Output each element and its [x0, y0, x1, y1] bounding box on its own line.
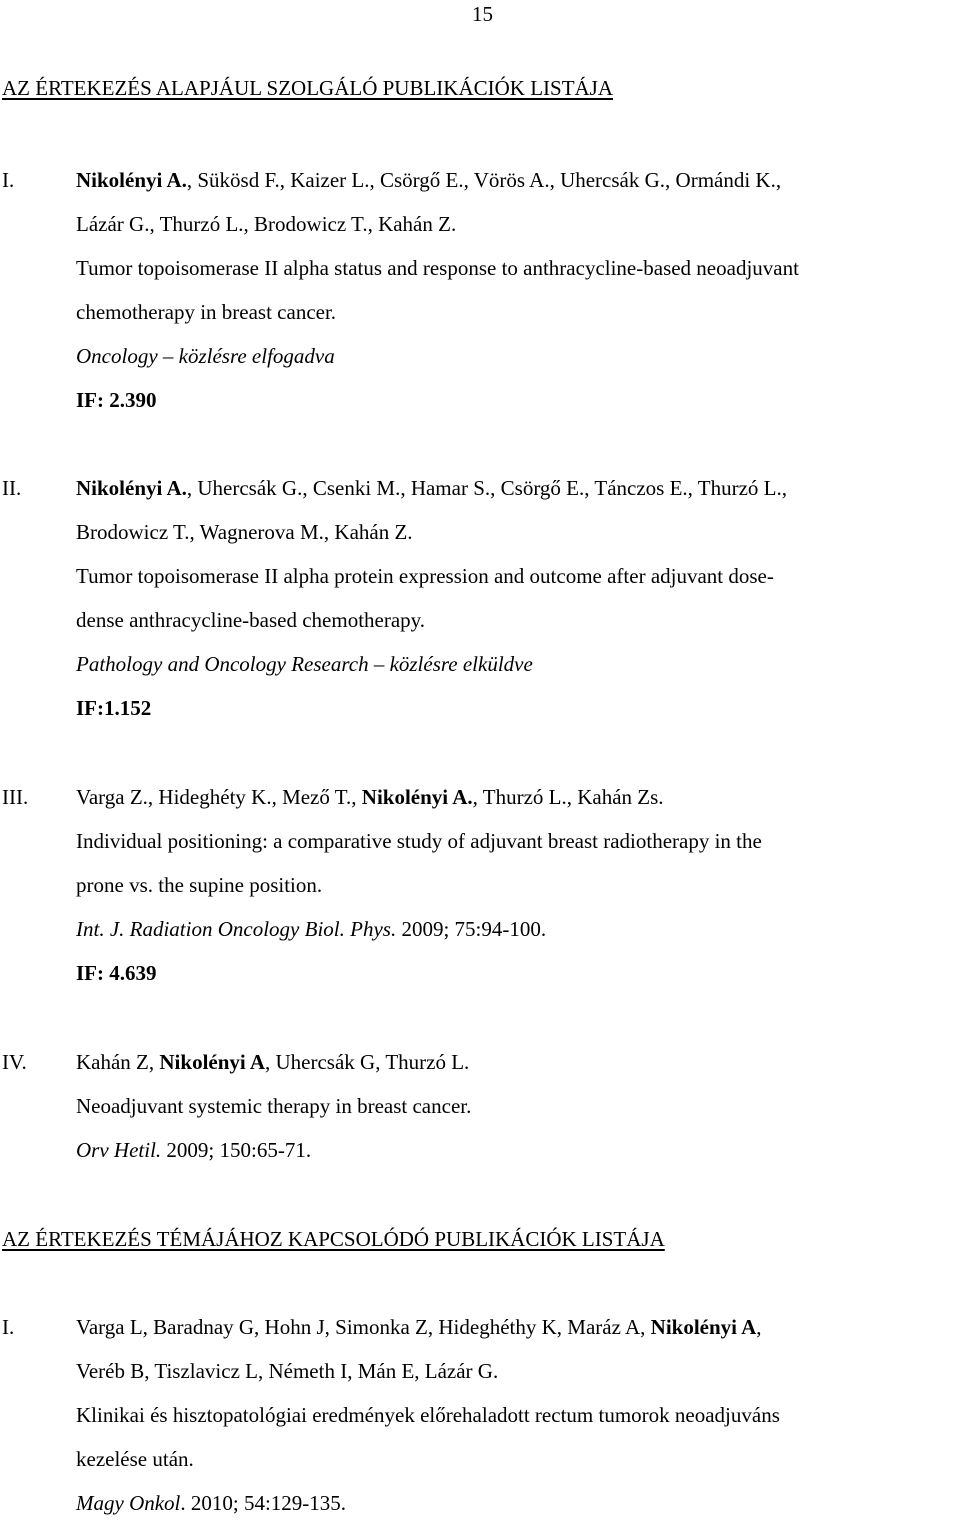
entry-number: II. [2, 476, 22, 500]
entry-number: I. [2, 168, 15, 192]
authors-line: Kahán Z, Nikolényi A, Uhercsák G, Thurzó L. [76, 1050, 470, 1074]
journal-name: Magy Onkol [76, 1491, 181, 1515]
impact-factor: IF: 2.390 [76, 388, 157, 412]
journal-citation [76, 1481, 960, 1525]
entry-number: IV. [2, 1050, 27, 1074]
authors-line: Veréb B, Tiszlavicz L, Németh I, Mán E, Lázár G. [76, 1359, 499, 1383]
impact-factor: IF: 4.639 [76, 961, 157, 985]
journal-name: Orv Hetil. [76, 1138, 162, 1162]
journal-name: Int. J. Radiation Oncology Biol. Phys. [76, 917, 397, 941]
article-title: kezelése után. [76, 1447, 194, 1471]
journal-citation [76, 1128, 960, 1172]
authors-line: Varga L, Baradnay G, Hohn J, Simonka Z, Hideghéthy K, Maráz A, Nikolényi A, [76, 1315, 762, 1339]
citation: . 2010; 54:129-135. [180, 1491, 347, 1515]
article-title: Tumor topoisomerase II alpha status and response to anthracycline-based neoadjuvant [76, 256, 799, 280]
section-heading-dissertation-publications: AZ ÉRTEKEZÉS ALAPJÁUL SZOLGÁLÓ PUBLIKÁCIÓK LISTÁJA [2, 76, 614, 100]
entry-number: I. [2, 1315, 15, 1339]
entry-number: III. [2, 785, 29, 809]
journal-citation [76, 907, 960, 951]
citation: 2009; 75:94-100. [396, 917, 547, 941]
article-title: Tumor topoisomerase II alpha protein expression and outcome after adjuvant dose- [76, 564, 774, 588]
article-title: Individual positioning: a comparative study of adjuvant breast radiotherapy in the [76, 829, 762, 853]
citation: 2009; 150:65-71. [161, 1138, 312, 1162]
journal-name: Pathology and Oncology Research – közlésre elküldve [76, 652, 533, 676]
article-title: chemotherapy in breast cancer. [76, 300, 337, 324]
authors-line: Nikolényi A., Uhercsák G., Csenki M., Hamar S., Csörgő E., Tánczos E., Thurzó L., [76, 476, 788, 500]
article-title: Klinikai és hisztopatológiai eredmények előrehaladott rectum tumorok neoadjuváns [76, 1403, 780, 1427]
journal-name: Oncology – közlésre elfogadva [76, 344, 335, 368]
page-number: 15 [472, 2, 493, 26]
authors-line: Lázár G., Thurzó L., Brodowicz T., Kahán Z. [76, 212, 457, 236]
article-title: dense anthracycline-based chemotherapy. [76, 608, 426, 632]
article-title: prone vs. the supine position. [76, 873, 323, 897]
article-title: Neoadjuvant systemic therapy in breast cancer. [76, 1094, 472, 1118]
authors-line: Brodowicz T., Wagnerova M., Kahán Z. [76, 520, 413, 544]
section-heading-related-publications: AZ ÉRTEKEZÉS TÉMÁJÁHOZ KAPCSOLÓDÓ PUBLIKÁCIÓK LISTÁJA [2, 1227, 665, 1251]
authors-line: Nikolényi A., Sükösd F., Kaizer L., Csörgő E., Vörös A., Uhercsák G., Ormándi K., [76, 168, 782, 192]
authors-line: Varga Z., Hideghéty K., Mező T., Nikolényi A., Thurzó L., Kahán Zs. [76, 785, 664, 809]
impact-factor: IF:1.152 [76, 696, 152, 720]
